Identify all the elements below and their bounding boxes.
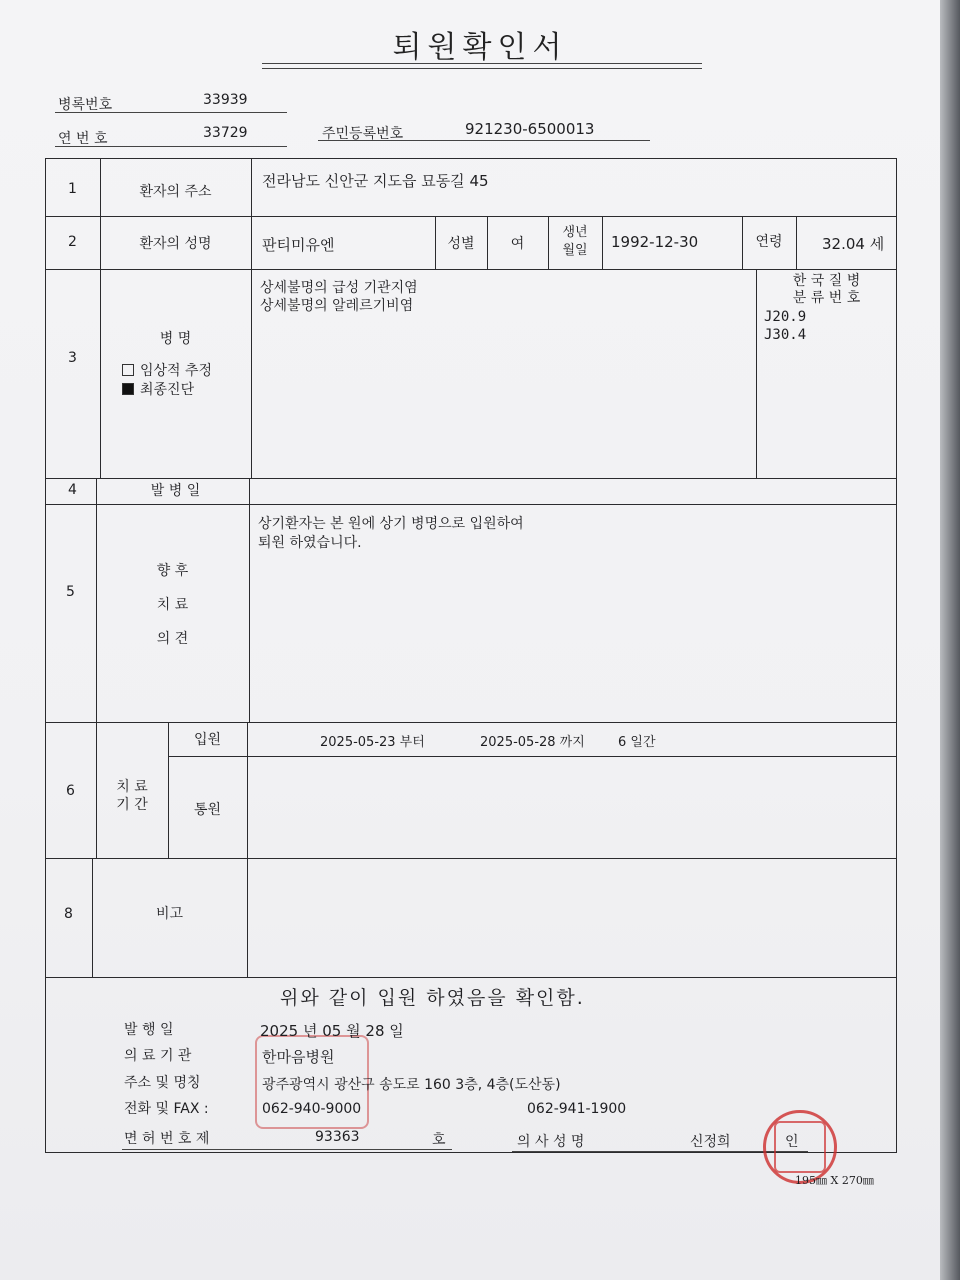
row-1-number: 1 [68, 181, 77, 197]
title-underline [262, 63, 702, 64]
institution-name: 한마음병원 [262, 1048, 335, 1066]
confirmation-statement: 위와 같이 입원 하였음을 확인함. [280, 987, 585, 1009]
inpatient-days: 6 일간 [618, 735, 656, 750]
resident-no-underline [318, 140, 650, 141]
phone-number: 062-940-9000 [262, 1101, 362, 1117]
address-value: 전라남도 신안군 지도읍 묘동길 45 [262, 172, 489, 190]
row-4-number: 4 [68, 482, 77, 498]
row-3-number: 3 [68, 350, 77, 366]
option-final-label: 최종진단 [140, 382, 195, 398]
paper-edge [940, 0, 960, 1280]
serial-no-underline [55, 146, 287, 147]
row-2-number: 2 [68, 234, 77, 250]
age-value: 32.04 세 [822, 235, 885, 253]
checkbox-checked [122, 383, 134, 395]
inpatient-from: 2025-05-23 부터 [320, 735, 425, 750]
doctor-name: 신정희 [690, 1134, 731, 1150]
checkbox-unchecked [122, 364, 134, 376]
inpatient-label: 입원 [193, 732, 222, 748]
col-divider [251, 158, 252, 478]
row-8-number: 8 [64, 906, 73, 922]
option-clinical [122, 360, 212, 380]
kcd-code-1: J20.9 [764, 309, 807, 325]
col-divider [100, 158, 101, 478]
serial-no-label: 연 번 호 [58, 131, 108, 147]
row-divider [45, 858, 897, 859]
license-underline [122, 1149, 452, 1150]
institution-address: 광주광역시 광산구 송도로 160 3층, 4층(도산동) [262, 1077, 561, 1093]
disease-label: 병 명 [159, 331, 192, 347]
document-title: 퇴원확인서 [392, 30, 568, 65]
issue-year: 2025 [260, 1022, 299, 1040]
resident-no-label: 주민등록번호 [322, 126, 404, 142]
row-divider [45, 216, 897, 217]
birth-label-2: 월일 [562, 243, 588, 258]
diagnosis-2: 상세불명의 알레르기비염 [260, 298, 414, 314]
kcd-title-2: 분 류 번 호 [792, 290, 861, 306]
prognosis-label-3: 의 견 [156, 631, 189, 647]
sex-value: 여 [510, 236, 525, 252]
record-no-label: 병록번호 [58, 97, 113, 113]
option-clinical-label: 임상적 추정 [140, 363, 213, 379]
col-divider [602, 216, 603, 269]
record-no-underline [55, 112, 287, 113]
record-no-value: 33939 [203, 92, 248, 108]
issue-date [260, 1020, 404, 1041]
seal-label: 인 [785, 1134, 799, 1150]
col-divider [249, 478, 250, 722]
issue-date-label: 발 행 일 [124, 1022, 174, 1038]
option-final [122, 379, 194, 399]
doctor-name-label: 의 사 성 명 [517, 1134, 585, 1150]
kcd-code-2: J30.4 [764, 327, 807, 343]
outpatient-label: 통원 [193, 802, 222, 818]
treatment-period-label-1: 치 료 [116, 779, 148, 795]
birth-date-value: 1992-12-30 [611, 233, 699, 251]
row-divider [45, 504, 897, 505]
row-5-number: 5 [66, 584, 75, 600]
resident-no-value: 921230-6500013 [465, 120, 595, 138]
issue-day-unit: 일 [389, 1022, 404, 1040]
license-label: 면 허 번 호 제 [124, 1131, 210, 1147]
row-divider [45, 722, 897, 723]
diagnosis-1: 상세불명의 급성 기관지염 [260, 280, 418, 296]
col-divider [247, 722, 248, 977]
birth-label-1: 생년 [562, 225, 588, 240]
treatment-period-label-2: 기 간 [116, 797, 148, 813]
issue-day: 28 [365, 1022, 385, 1040]
row-6-number: 6 [66, 783, 75, 799]
fax-number: 062-941-1900 [527, 1101, 627, 1117]
remarks-label: 비고 [155, 906, 184, 922]
patient-name-label: 환자의 성명 [139, 236, 212, 252]
license-unit: 호 [432, 1132, 446, 1148]
col-divider [796, 216, 797, 269]
sex-label: 성별 [447, 236, 475, 252]
issue-year-unit: 년 [302, 1022, 318, 1040]
row-divider [45, 977, 897, 978]
address-name-label: 주소 및 명칭 [124, 1075, 201, 1091]
serial-no-value: 33729 [203, 125, 248, 141]
license-number: 93363 [315, 1129, 360, 1145]
phone-fax-label: 전화 및 FAX : [124, 1101, 209, 1117]
seal-inner-border [774, 1121, 826, 1173]
kcd-title-1: 한 국 질 병 [792, 273, 861, 289]
row-divider [168, 756, 897, 757]
opinion-line-1: 상기환자는 본 원에 상기 병명으로 입원하여 [258, 516, 524, 532]
prognosis-label-1: 향 후 [156, 563, 189, 579]
opinion-line-2: 퇴원 하였습니다. [258, 535, 362, 551]
inpatient-to: 2025-05-28 까지 [480, 735, 585, 750]
patient-name-value: 판티미유엔 [262, 236, 335, 254]
paper-size-note: 195㎜ X 270㎜ [795, 1174, 874, 1187]
row-divider [45, 478, 897, 479]
issue-month: 05 [322, 1022, 342, 1040]
issue-month-unit: 월 [346, 1022, 361, 1040]
onset-date-label: 발 병 일 [150, 483, 201, 499]
title-underline-2 [262, 68, 702, 69]
prognosis-label-2: 치 료 [156, 597, 189, 613]
age-label: 연령 [755, 234, 783, 250]
address-label: 환자의 주소 [139, 184, 212, 200]
institution-label: 의 료 기 관 [124, 1048, 192, 1064]
